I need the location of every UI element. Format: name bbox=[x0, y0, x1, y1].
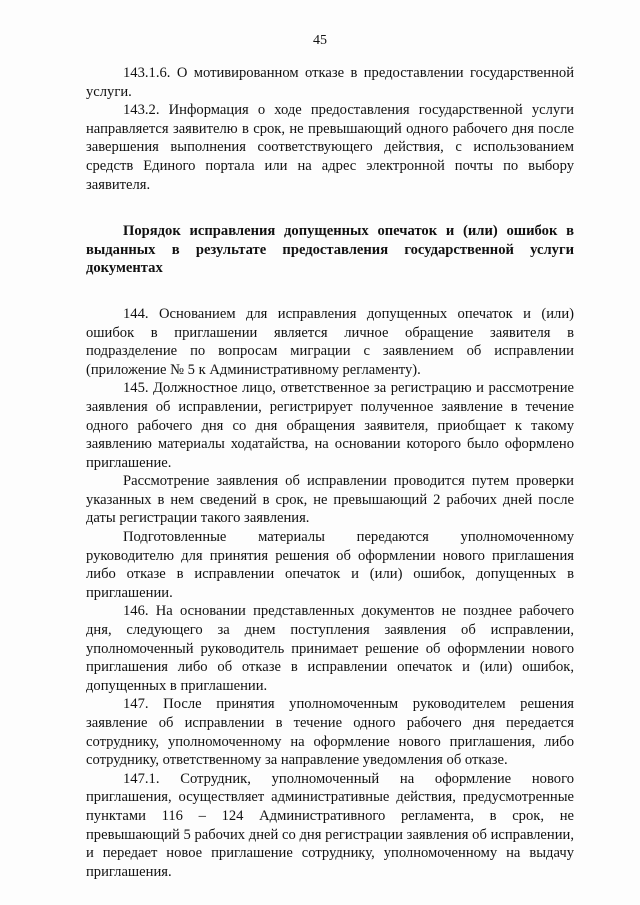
paragraph-143-2: 143.2. Информация о ходе предоставления государственной услуги направляется заявителю в срок, не превышающий одного рабочего дня после завершения выполнения соответствующего действия, с использованием средств Единого портала или на адрес электронной почты по выбору заявителя. bbox=[86, 102, 574, 193]
paragraph-145-review: Рассмотрение заявления об исправлении проводится путем проверки указанных в нем сведений в срок, не превышающий 2 рабочих дней после даты регистрации такого заявления. bbox=[86, 473, 574, 527]
paragraph-145-materials: Подготовленные материалы передаются уполномоченному руководителю для принятия решения об оформлении нового приглашения либо отказе в исправлении опечаток и (или) ошибок, допущенных в приглашении. bbox=[86, 529, 574, 601]
paragraph-145: 145. Должностное лицо, ответственное за регистрацию и рассмотрение заявления об исправлении, регистрирует полученное заявление в течение одного рабочего дня со дня обращения заявителя, приобщает к такому заявлению материалы ходатайства, на основании которого было оформлено приглашение. bbox=[86, 380, 574, 471]
paragraph-144: 144. Основанием для исправления допущенных опечаток и (или) ошибок в приглашении является личное обращение заявителя в подразделение по вопросам миграции с заявлением об исправлении (приложение № 5 к Административному регламенту). bbox=[86, 305, 574, 378]
paragraph-146: 146. На основании представленных документов не позднее рабочего дня, следующего за днем поступления заявления об исправлении, уполномоченный руководитель принимает решение об оформлении нового приглашения либо об отказе в исправлении опечаток и (или) ошибок, допущенных в приглашении. bbox=[86, 603, 574, 694]
document-body bbox=[86, 64, 574, 881]
paragraph-143-1-6: 143.1.6. О мотивированном отказе в предоставлении государственной услуги. bbox=[86, 65, 574, 100]
paragraph-147: 147. После принятия уполномоченным руководителем решения заявление об исправлении в течение одного рабочего дня передается сотруднику, уполномоченному на оформление нового приглашения, либо сотруднику, ответственному за направление уведомления об отказе. bbox=[86, 696, 574, 769]
paragraph-147-1: 147.1. Сотрудник, уполномоченный на оформление нового приглашения, осуществляет административные действия, предусмотренные пунктами 116 – 124 Административного регламента, в срок, не превышающий 5 рабочих дней со дня регистрации заявления об исправлении, и передает новое приглашение сотруднику, уполномоченному на выдачу приглашения. bbox=[86, 770, 574, 880]
section-heading: Порядок исправления допущенных опечаток и (или) ошибок в выданных в результате предоставления государственной услуги документах bbox=[86, 223, 574, 277]
page-number: 45 bbox=[313, 33, 327, 48]
